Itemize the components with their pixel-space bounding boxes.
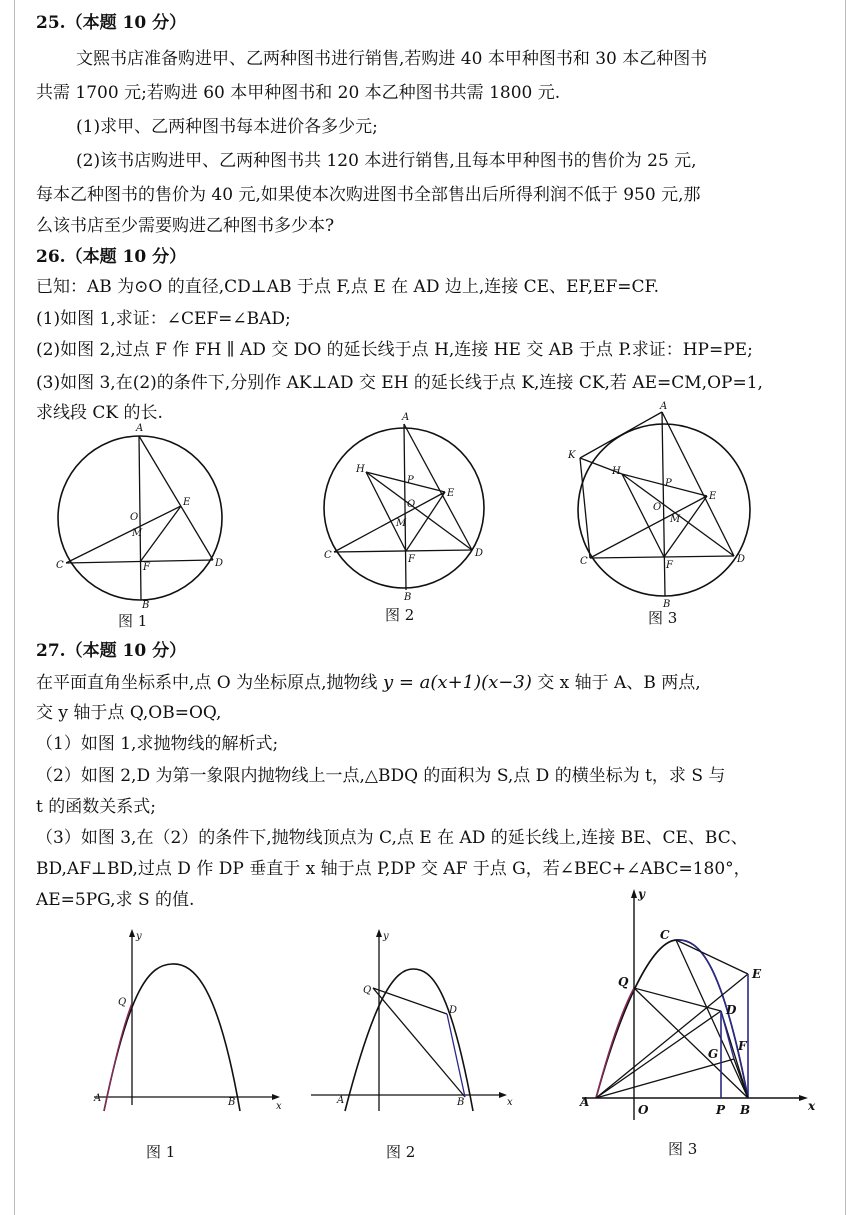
q27-fig2-caption: 图 2 (386, 1143, 416, 1161)
fig1-label-F: F (143, 562, 150, 573)
fig3-label-B: B (663, 599, 671, 610)
fig2-label-E: E (447, 488, 455, 499)
q27f3-label-Q: Q (618, 975, 629, 989)
fig3-label-F: F (666, 560, 673, 571)
fig3-label-O: O (653, 502, 662, 513)
page-edge-left (14, 0, 15, 1215)
q27-fig1-caption: 图 1 (146, 1143, 176, 1161)
fig1-label-O: O (130, 512, 139, 523)
page-edge-right (845, 0, 846, 1215)
q27-subq3-line2: BD,AF⊥BD,过点 D 作 DP 垂直于 x 轴于点 P,DP 交 AF 于点 G，若∠BEC+∠ABC=180°， (36, 859, 751, 879)
fig3-label-D: D (737, 554, 746, 565)
q27f3-label-G: G (708, 1047, 719, 1061)
q27f3-label-P: P (716, 1103, 726, 1117)
fig1-label-A: A (136, 423, 144, 434)
q27-given-text-a: 在平面直角坐标系中,点 O 为坐标原点,抛物线 (36, 673, 383, 693)
q27f2-label-A: A (337, 1095, 345, 1106)
q25-subq2-line3: 么该书店至少需要购进乙种图书多少本? (36, 216, 335, 236)
q26-figure-2 (318, 410, 496, 600)
fig2-label-F: F (408, 554, 415, 565)
q27-subq3-line1: （3）如图 3,在（2）的条件下,抛物线顶点为 C,点 E 在 AD 的延长线上,连接 BE、CE、BC、 (36, 828, 748, 848)
q27f2-label-B: B (457, 1097, 465, 1108)
fig1-label-B: B (142, 600, 150, 610)
fig1-label-M: M (132, 528, 143, 539)
q27-heading: 27.（本题 10 分） (36, 641, 187, 661)
fig3-label-M: M (670, 514, 681, 525)
q26-fig2-caption: 图 2 (385, 606, 415, 624)
q27f1-label-y: y (136, 931, 142, 942)
fig2-label-H: H (356, 464, 365, 475)
q25-heading: 25.（本题 10 分） (36, 13, 187, 33)
q27f3-label-x: x (808, 1099, 816, 1113)
q27-given-line1 (36, 672, 701, 694)
q27-subq3-line3: AE=5PG,求 S 的值. (36, 890, 195, 910)
q27f3-label-O: O (638, 1103, 649, 1117)
q27-subq2-line2: t 的函数关系式; (36, 797, 156, 817)
q26-subq3-line2: 求线段 CK 的长. (36, 403, 163, 423)
q27f3-label-A: A (580, 1095, 590, 1109)
fig2-label-O: O (407, 499, 416, 510)
q26-figure-1 (50, 418, 240, 610)
q25-subq2-line1: (2)该书店购进甲、乙两种图书共 120 本进行销售,且每本甲种图书的售价为 25 元, (76, 151, 697, 171)
q27-given-line2: 交 y 轴于点 Q,OB=OQ, (36, 703, 222, 723)
q27-given-text-b: 交 x 轴于 A、B 两点, (531, 673, 701, 693)
q25-subq2-line2: 每本乙种图书的售价为 40 元,如果使本次购进图书全部售出后所得利润不低于 950 元,那 (36, 185, 701, 205)
q27f2-label-y: y (383, 931, 389, 942)
fig2-label-A: A (402, 412, 410, 423)
q25-subq1: (1)求甲、乙两种图书每本进价各多少元; (76, 117, 378, 137)
q26-subq1: (1)如图 1,求证：∠CEF=∠BAD; (36, 309, 291, 329)
q27f3-label-C: C (660, 928, 670, 942)
q26-heading: 26.（本题 10 分） (36, 247, 187, 267)
q27f3-label-B: B (740, 1103, 751, 1117)
fig3-label-E: E (709, 491, 717, 502)
q27f2-label-Q: Q (363, 985, 372, 996)
q27f1-label-B: B (228, 1097, 236, 1108)
q27-figure-1 (90, 925, 290, 1115)
q27f1-label-x: x (276, 1101, 282, 1112)
q27-fig3-caption: 图 3 (668, 1140, 698, 1158)
q26-given: 已知：AB 为⊙O 的直径,CD⊥AB 于点 F,点 E 在 AD 边上,连接 CE、EF,EF=CF. (36, 277, 660, 297)
q25-para-line2: 共需 1700 元;若购进 60 本甲种图书和 20 本乙种图书共需 1800 元. (36, 83, 561, 103)
fig1-label-D: D (215, 558, 224, 569)
q26-fig3-caption: 图 3 (648, 609, 678, 627)
q27f3-label-D: D (726, 1003, 737, 1017)
q26-subq2: (2)如图 2,过点 F 作 FH ∥ AD 交 DO 的延长线于点 H,连接 HE 交 AB 于点 P.求证：HP=PE; (36, 340, 753, 360)
q25-para-line1: 文熙书店准备购进甲、乙两种图书进行销售,若购进 40 本甲种图书和 30 本乙种图书 (76, 49, 708, 69)
fig2-label-C: C (324, 550, 332, 561)
q27-parabola-formula: y = a(x+1)(x−3) (382, 672, 532, 693)
q27f3-label-y: y (638, 887, 645, 901)
q27-figure-2 (305, 925, 520, 1115)
fig2-label-P: P (407, 475, 414, 486)
q26-figure-3 (560, 400, 770, 610)
q27f1-label-Q: Q (118, 997, 127, 1008)
q26-subq3-line1: (3)如图 3,在(2)的条件下,分别作 AK⊥AD 交 EH 的延长线于点 K,连接 CK,若 AE=CM,OP=1, (36, 373, 763, 393)
fig2-label-B: B (404, 592, 412, 600)
q27f2-label-x: x (507, 1097, 513, 1108)
q27f2-label-D: D (449, 1005, 458, 1016)
fig3-label-C: C (580, 556, 588, 567)
fig3-label-K: K (568, 450, 576, 461)
q27f1-label-A: A (94, 1093, 102, 1104)
fig1-label-E: E (183, 497, 191, 508)
fig2-label-D: D (475, 548, 484, 559)
fig2-label-M: M (396, 518, 407, 529)
q27f3-label-F: F (738, 1039, 747, 1053)
fig3-label-A: A (660, 401, 668, 412)
fig3-label-H: H (612, 466, 621, 477)
q27f3-label-E: E (752, 967, 762, 981)
fig3-label-P: P (665, 478, 672, 489)
q27-figure-3 (572, 884, 822, 1124)
q27-subq1: （1）如图 1,求抛物线的解析式; (36, 734, 279, 754)
q26-fig1-caption: 图 1 (118, 612, 148, 630)
fig1-label-C: C (56, 560, 64, 571)
q27-subq2-line1: （2）如图 2,D 为第一象限内抛物线上一点,△BDQ 的面积为 S,点 D 的横坐标为 t，求 S 与 (36, 766, 726, 786)
